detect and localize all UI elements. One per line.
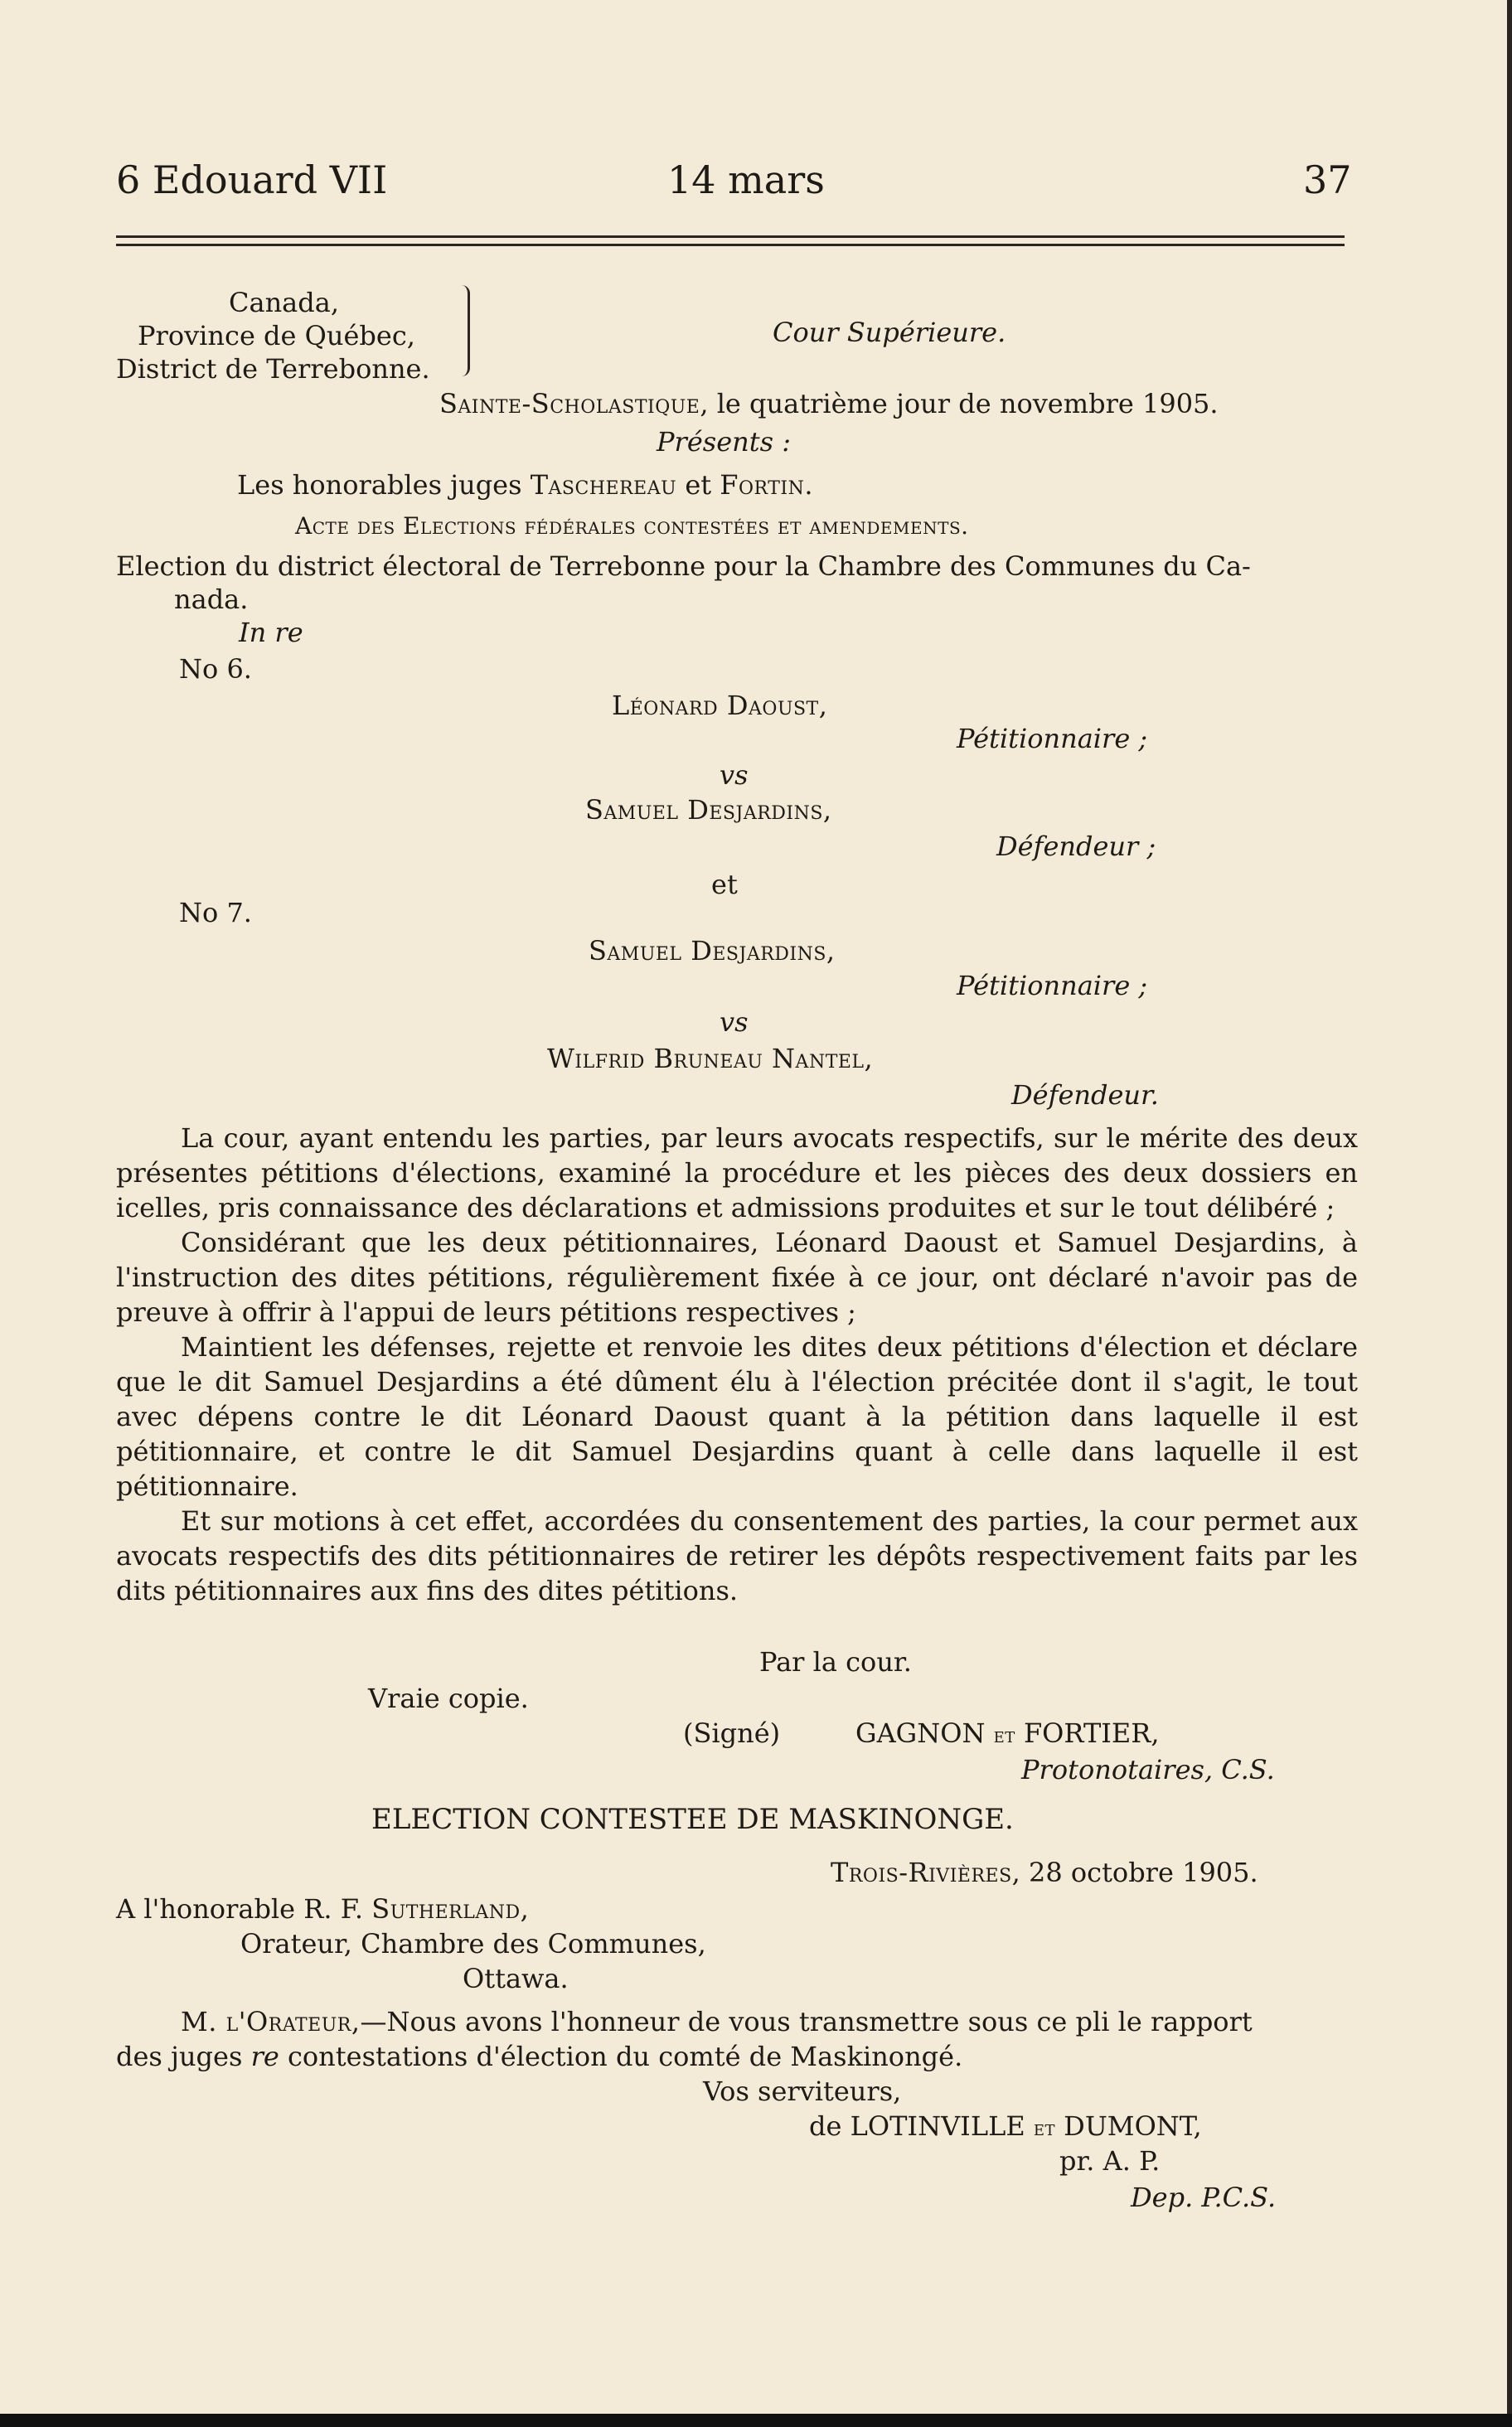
- judge-taschereau: Taschereau: [530, 469, 677, 501]
- letter-text-1: —Nous avons l'honneur de vous transmettre sous ce pli le rapport: [360, 2006, 1253, 2037]
- judges-prefix: Les honorables juges: [237, 469, 531, 501]
- judge-fortin: Fortin: [720, 469, 805, 501]
- salutation: M. l'Orateur,: [181, 2006, 361, 2037]
- signature-names: [855, 1716, 1160, 1753]
- letter-role: Dep. P.C.S.: [1131, 2182, 1277, 2213]
- case6-petitioner: Léonard Daoust,: [612, 690, 828, 721]
- judges-et: et: [676, 469, 720, 501]
- signature-title: Protonotaires, C.S.: [1021, 1754, 1275, 1785]
- letter-date: , 28 octobre 1905.: [1011, 1857, 1258, 1888]
- addressee-title: Orateur, Chambre des Communes,: [240, 1928, 706, 1960]
- election-line-1: Election du district électoral de Terrebonne pour la Chambre des Communes du Ca-: [116, 550, 1251, 582]
- signers-suffix: DUMONT,: [1064, 2110, 1202, 2142]
- signers-et: et: [1033, 2116, 1055, 2141]
- case6-number: No 6.: [179, 653, 252, 685]
- date-text: , le quatrième jour de novembre 1905.: [700, 388, 1219, 419]
- letter-per: pr. A. P.: [1059, 2145, 1161, 2177]
- date-place: Sainte-Scholastique: [439, 388, 700, 419]
- body-paragraph: La cour, ayant entendu les parties, par leurs avocats respectifs, sur le mérite des deux présentes pétitions d'élections, examiné la procédure et les pièces des deux dossiers en icelles, pris connaissance des déclarations et admissions produites et sur le tout délibéré ;: [116, 1122, 1358, 1223]
- letter-addressee: [116, 1892, 529, 1926]
- letter-text-2a: des juges: [116, 2041, 251, 2072]
- case7-number: No 7.: [179, 897, 252, 928]
- signe: (Signé): [683, 1717, 781, 1749]
- case7-vs: vs: [720, 1006, 749, 1038]
- judges-line: [237, 467, 812, 502]
- letter-closing: Vos serviteurs,: [703, 2076, 902, 2107]
- addressee-suffix: ,: [520, 1893, 529, 1925]
- presents-heading: Présents :: [657, 426, 791, 458]
- section-title: ELECTION CONTESTEE DE MASKINONGE.: [371, 1803, 1014, 1836]
- body-paragraph: Maintient les défenses, rejette et renvoie les dites deux pétitions d'élection et déclare que le dit Samuel Desjardins a été dûment élu à l'élection précitée dont il s'agit, le tout avec dépens contre le dit Léonard Daoust quant à la pétition dans laquelle il est pétitionnaire, et contre le dit Samuel Desjardins quant à celle dans laquelle il est pétitionnaire.: [116, 1331, 1358, 1502]
- case6-defendant: Samuel Desjardins,: [585, 794, 832, 826]
- in-re: In re: [239, 617, 303, 648]
- election-line-2: nada.: [174, 584, 249, 615]
- addressee-city: Ottawa.: [463, 1963, 569, 1994]
- body-paragraph: Et sur motions à cet effet, accordées du consentement des parties, la cour permet aux avocats respectifs des dits pétitionnaires de retirer les dépôts respectivement faits par les dits pétitionnaires aux fins des dites pétitions.: [116, 1505, 1358, 1606]
- par-la-cour: Par la cour.: [759, 1646, 912, 1678]
- judges-suffix: .: [804, 469, 813, 501]
- caption-district: District de Terrebonne.: [116, 353, 430, 385]
- addressee-name: Sutherland: [371, 1893, 521, 1925]
- caption-canada: Canada,: [229, 287, 339, 318]
- letter-text-re: re: [250, 2041, 279, 2072]
- case6-petitioner-role: Pétitionnaire ;: [957, 723, 1148, 754]
- cases-et: et: [711, 869, 738, 900]
- running-head-date: 14 mars: [667, 157, 825, 202]
- date-line: [439, 386, 1219, 421]
- running-head-left: 6 Edouard VII: [116, 157, 388, 202]
- case6-defendant-role: Défendeur ;: [996, 831, 1156, 862]
- letter-signers: [809, 2109, 1202, 2146]
- scan-bottom-band: [0, 2414, 1512, 2427]
- signature-et: et: [993, 1723, 1015, 1748]
- case7-petitioner-role: Pétitionnaire ;: [957, 970, 1148, 1001]
- body-paragraph: Considérant que les deux pétitionnaires, Léonard Daoust et Samuel Desjardins, à l'instruction des dites pétitions, régulièrement fixée à ce jour, ont déclaré n'avoir pas de preuve à offrir à l'appui de leurs pétitions respectives ;: [116, 1227, 1358, 1328]
- act-title: Acte des Elections fédérales contestées et amendements.: [295, 512, 969, 540]
- letter-text-line-2: [116, 2039, 962, 2074]
- signers-prefix: de LOTINVILLE: [809, 2110, 1025, 2142]
- signature-name1: GAGNON: [855, 1717, 986, 1749]
- court-name: Cour Supérieure.: [773, 317, 1006, 348]
- caption-province: Province de Québec,: [138, 320, 415, 351]
- case6-vs: vs: [720, 759, 749, 791]
- letter-text-line-1: [181, 2004, 1358, 2039]
- judgment-body: [116, 1121, 1358, 1608]
- addressee-prefix: A l'honorable R. F.: [116, 1893, 372, 1925]
- signature-name2: FORTIER,: [1023, 1717, 1160, 1749]
- letter-place: Trois-Rivières: [831, 1857, 1012, 1888]
- caption-brace: [456, 285, 470, 376]
- page-edge-shadow: [1507, 0, 1512, 2427]
- case7-defendant-role: Défendeur.: [1011, 1079, 1159, 1111]
- letter-dateline: [831, 1855, 1258, 1890]
- vraie-copie: Vraie copie.: [368, 1683, 529, 1714]
- page-number: 37: [1303, 157, 1352, 202]
- case7-defendant: Wilfrid Bruneau Nantel,: [547, 1043, 874, 1074]
- letter-text-2b: contestations d'élection du comté de Maskinongé.: [279, 2041, 963, 2072]
- header-rule-bottom: [116, 244, 1345, 246]
- header-rule-top: [116, 235, 1345, 238]
- case7-petitioner: Samuel Desjardins,: [589, 935, 836, 966]
